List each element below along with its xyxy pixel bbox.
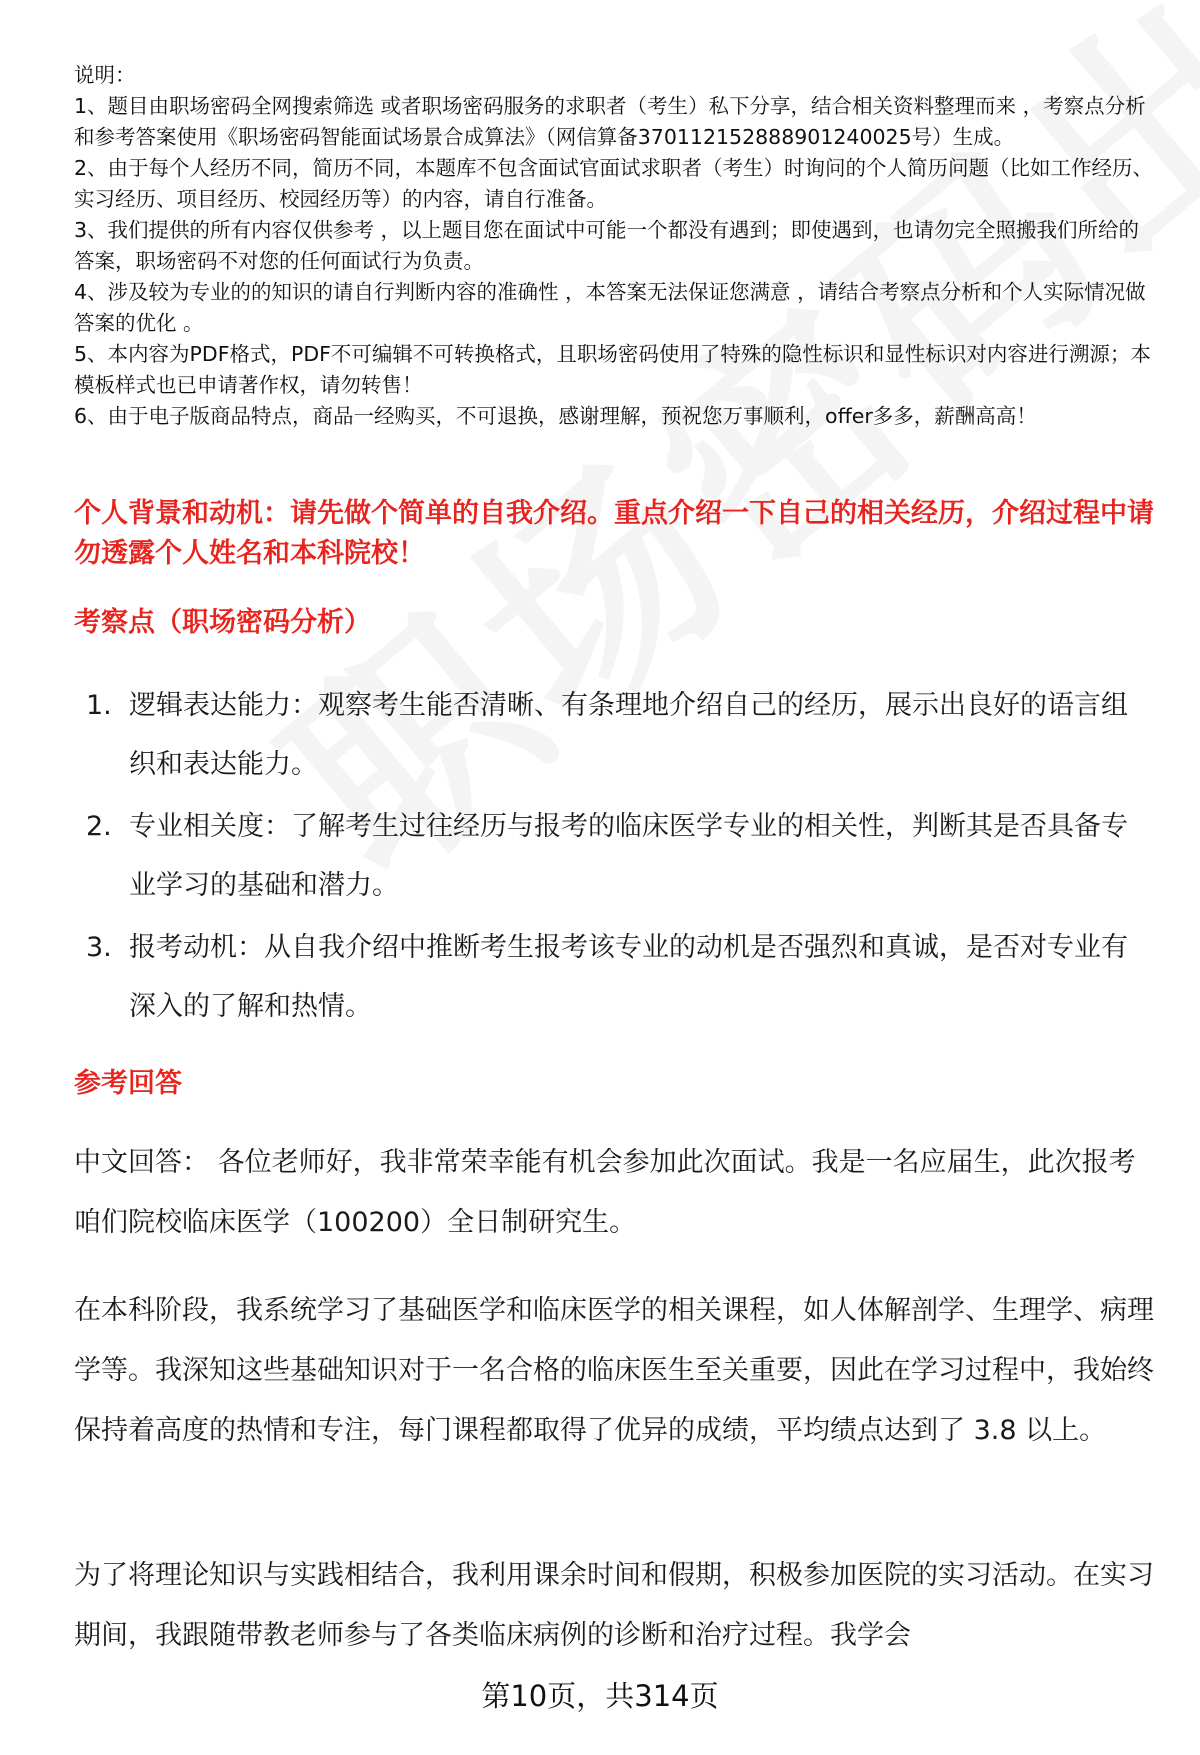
page-number: 第10页，共314页 [481,1679,719,1713]
notes-item: 5、本内容为PDF格式，PDF不可编辑不可转换格式，且职场密码使用了特殊的隐性标识和显性标识对内容进行溯源；本模板样式也已申请著作权，请勿转售！ [74,342,1151,397]
notes-item: 6、由于电子版商品特点，商品一经购买，不可退换，感谢理解，预祝您万事顺利，offer多多，薪酬高高！ [74,404,1037,428]
analysis-point [74,918,1154,1036]
notes-item: 3、我们提供的所有内容仅供参考 ，以上题目您在面试中可能一个都没有遇到；即使遇到，也请勿完全照搬我们所给的答案，职场密码不对您的任何面试行为负责。 [74,218,1140,273]
notes-item: 4、涉及较为专业的的知识的请自行判断内容的准确性 ，本答案无法保证您满意 ，请结合考察点分析和个人实际情况做答案的优化 。 [74,280,1146,335]
answer-title: 参考回答 [74,1068,182,1099]
point-text: 报考动机：从自我介绍中推断考生报考该专业的动机是否强烈和真诚，是否对专业有深入的了解和热情。 [129,932,1128,1022]
answer-paragraph: 中文回答： 各位老师好，我非常荣幸能有机会参加此次面试。我是一名应届生，此次报考咱们院校临床医学（100200）全日制研究生。 [74,1147,1136,1238]
notes-heading: 说明： [74,63,136,87]
analysis-title: 考察点（职场密码分析） [74,607,371,638]
point-number: 2. [86,811,112,842]
interview-question: 个人背景和动机：请先做个简单的自我介绍。重点介绍一下自己的相关经历，介绍过程中请勿透露个人姓名和本科院校！ [74,498,1154,569]
point-text: 逻辑表达能力：观察考生能否清晰、有条理地介绍自己的经历，展示出良好的语言组织和表达能力。 [129,690,1128,780]
analysis-points-list [74,676,1154,1039]
answer-paragraph: 为了将理论知识与实践相结合，我利用课余时间和假期，积极参加医院的实习活动。在实习期间，我跟随带教老师参与了各类临床病例的诊断和治疗过程。我学会 [74,1560,1154,1651]
point-number: 3. [86,932,112,963]
analysis-point [74,797,1154,915]
answer-paragraph: 在本科阶段，我系统学习了基础医学和临床医学的相关课程，如人体解剖学、生理学、病理学等。我深知这些基础知识对于一名合格的临床医生至关重要，因此在学习过程中，我始终保持着高度的热情和专注，每门课程都取得了优异的成绩，平均绩点达到了 3.8 以上。 [74,1295,1154,1446]
point-text: 专业相关度：了解考生过往经历与报考的临床医学专业的相关性，判断其是否具备专业学习的基础和潜力。 [129,811,1128,901]
notes-item: 2、由于每个人经历不同，简历不同，本题库不包含面试官面试求职者（考生）时询问的个人简历问题（比如工作经历、实习经历、项目经历、校园经历等）的内容，请自行准备。 [74,156,1154,211]
point-number: 1. [86,690,112,721]
notes-item: 1、题目由职场密码全网搜索筛选 或者职场密码服务的求职者（考生）私下分享，结合相关资料整理而来 ，考察点分析和参考答案使用《职场密码智能面试场景合成算法》（网信算备370112152888901240025号）生成。 [74,94,1146,149]
analysis-point [74,676,1154,794]
notes-block [74,60,1159,432]
